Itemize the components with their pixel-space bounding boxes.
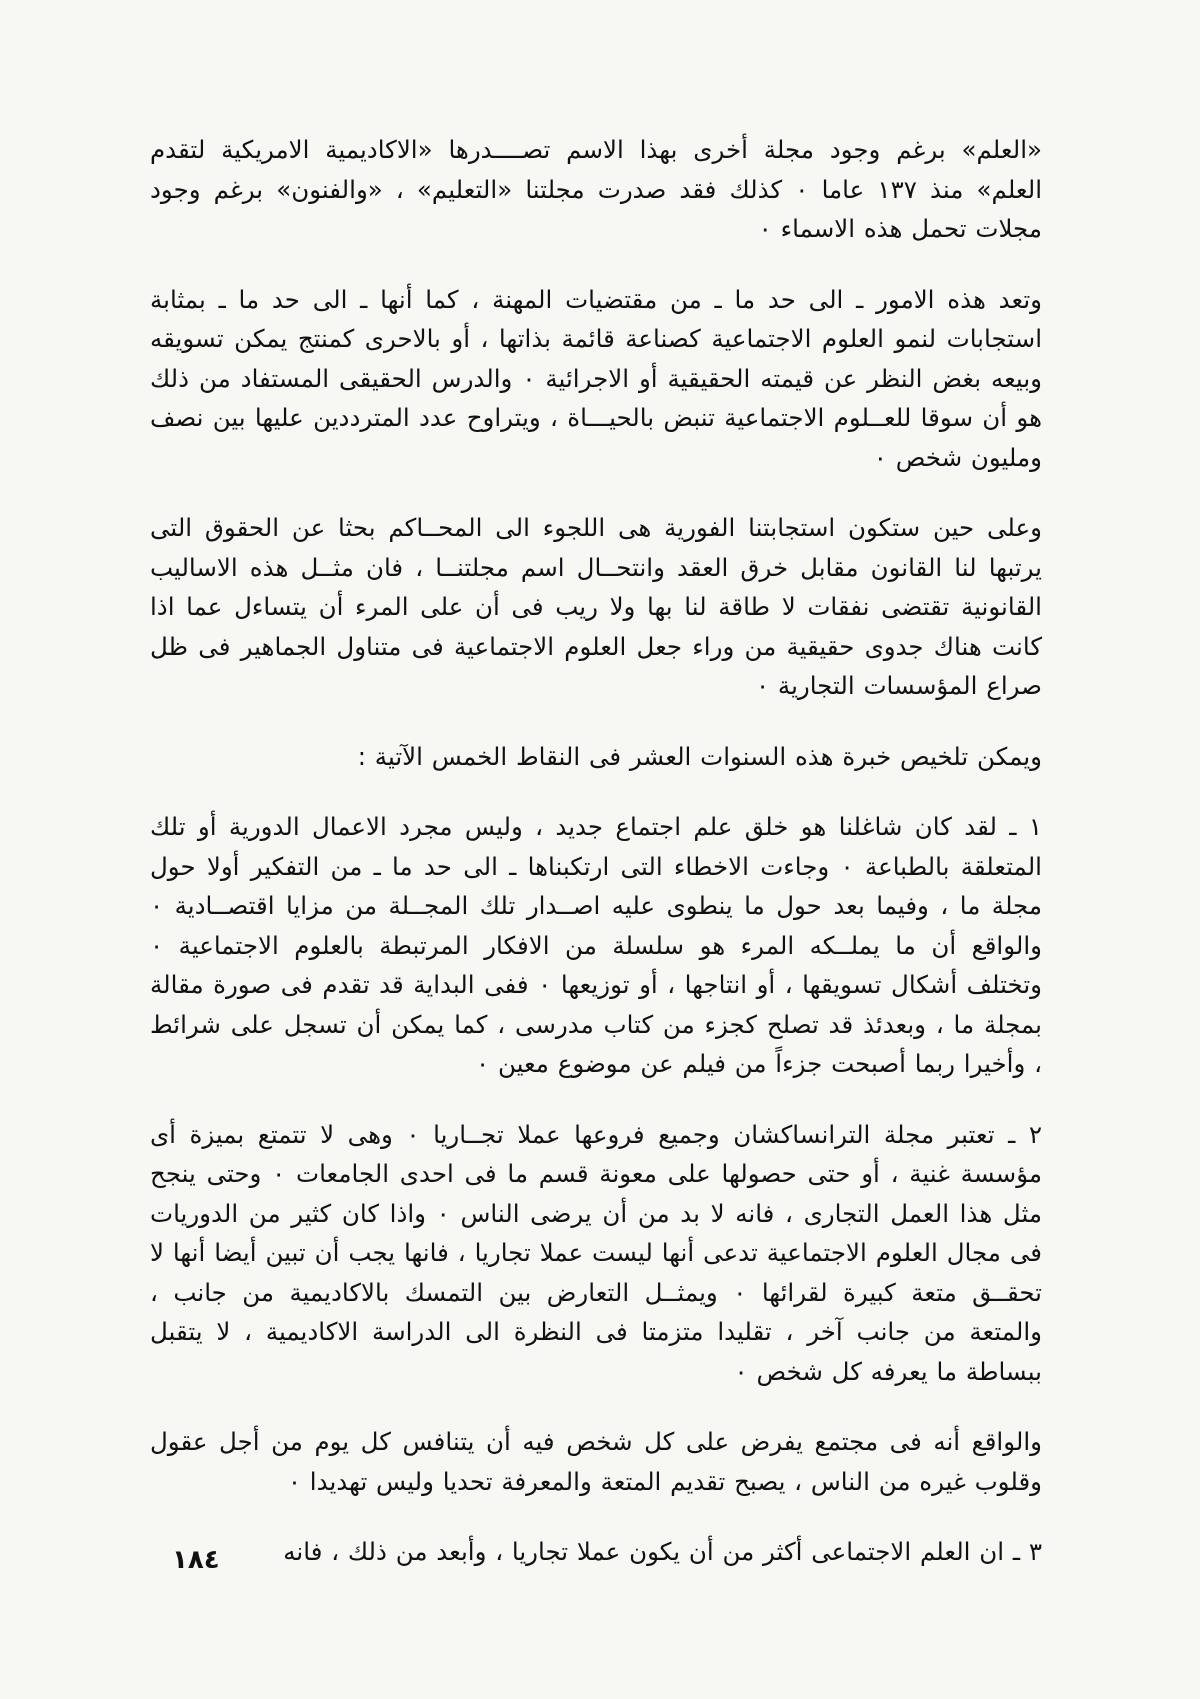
- paragraph-6: ٢ ـ تعتبر مجلة الترانساكشان وجميع فروعها عملا تجــاريا ٠ وهى لا تتمتع بميزة أى مؤسسة غنية ، أو حتى حصولها على معونة قسم ما فى احدى الجامعات ٠ وحتى ينجح مثل هذا العمل التجارى ، فانه لا بد من أن يرضى الناس ٠ واذا كان كثير من الدوريات فى مجال العلوم الاجتماعية تدعى أنها ليست عملا تجاريا ، فانها يجب أن تبين أيضا أنها لا تحقــق متعة كبيرة لقرائها ٠ ويمثــل التعارض بين التمسك بالاكاديمية من جانب ، والمتعة من جانب آخر ، تقليدا متزمتا فى النظرة الى الدراسة الاكاديمية ، لا يتقبل ببساطة ما يعرفه كل شخص ٠: [150, 1119, 1043, 1386]
- paragraph-8: ٣ ـ ان العلم الاجتماعى أكثر من أن يكون عملا تجاريا ، وأبعد من ذلك ، فانه: [283, 1537, 1042, 1566]
- page-number: ١٨٤: [172, 1545, 220, 1575]
- paragraph-5: ١ ـ لقد كان شاغلنا هو خلق علم اجتماع جديد ، وليس مجرد الاعمال الدورية أو تلك المتعلقة بالطباعة ٠ وجاءت الاخطاء التى ارتكبناها ـ الى حد ما ـ من التفكير أولا حول مجلة ما ، وفيما بعد حول ما ينطوى عليه اصــدار تلك المجــلة من مزايا اقتصــادية ٠ والواقع أن ما يملــكه المرء هو سلسلة من الافكار المرتبطة بالعلوم الاجتماعية ٠ وتختلف أشكال تسويقها ، أو انتاجها ، أو توزيعها ٠ ففى البداية قد تقدم فى صورة مقالة بمجلة ما ، وبعدئذ قد تصلح كجزء من كتاب مدرسى ، كما يمكن أن تسجل على شرائط ، وأخيرا ربما أصبحت جزءاً من فيلم عن موضوع معين ٠: [150, 812, 1042, 1078]
- paragraph-1: «العلم» برغم وجود مجلة أخرى بهذا الاسم تصــــدرها «الاكاديمية الامريكية لتقدم العلم» منذ ١٣٧ عاما ٠ كذلك فقد صدرت مجلتنا «التعليم» ، «والفنون» برغم وجود مجلات تحمل هذه الاسماء ٠: [150, 135, 1043, 243]
- paragraph-4: ويمكن تلخيص خبرة هذه السنوات العشر فى النقاط الخمس الآتية :: [357, 741, 1042, 771]
- paragraph-3: وعلى حين ستكون استجابتنا الفورية هى اللجوء الى المحــاكم بحثا عن الحقوق التى يرتبها لنا القانون مقابل خرق العقد وانتحــال اسم مجلتنــا ، فان مثــل هذه الاساليب القانونية تقتضى نفقات لا طاقة لنا بها ولا ريب فى أن على المرء أن يتساءل عما اذا كانت هناك جدوى حقيقية من وراء جعل العلوم الاجتماعية فى متناول الجماهير فى ظل صراع المؤسسات التجارية ٠: [150, 513, 1042, 700]
- paragraph-2: وتعد هذه الامور ـ الى حد ما ـ من مقتضيات المهنة ، كما أنها ـ الى حد ما ـ بمثابة استجابات لنمو العلوم الاجتماعية كصناعة قائمة بذاتها ، أو بالاحرى كمنتج يمكن تسويقه وبيعه بغض النظر عن قيمته الحقيقية أو الاجرائية ٠ والدرس الحقيقى المستفاد من ذلك هو أن سوقا للعــلوم الاجتماعية تنبض بالحيـــاة ، ويتراوح عدد المترددين عليها بين نصف ومليون شخص ٠: [150, 284, 1042, 472]
- paragraph-7: والواقع أنه فى مجتمع يفرض على كل شخص فيه أن يتنافس كل يوم من أجل عقول وقلوب غيره من الناس ، يصبح تقديم المتعة والمعرفة تحديا وليس تهديدا ٠: [150, 1427, 1042, 1496]
